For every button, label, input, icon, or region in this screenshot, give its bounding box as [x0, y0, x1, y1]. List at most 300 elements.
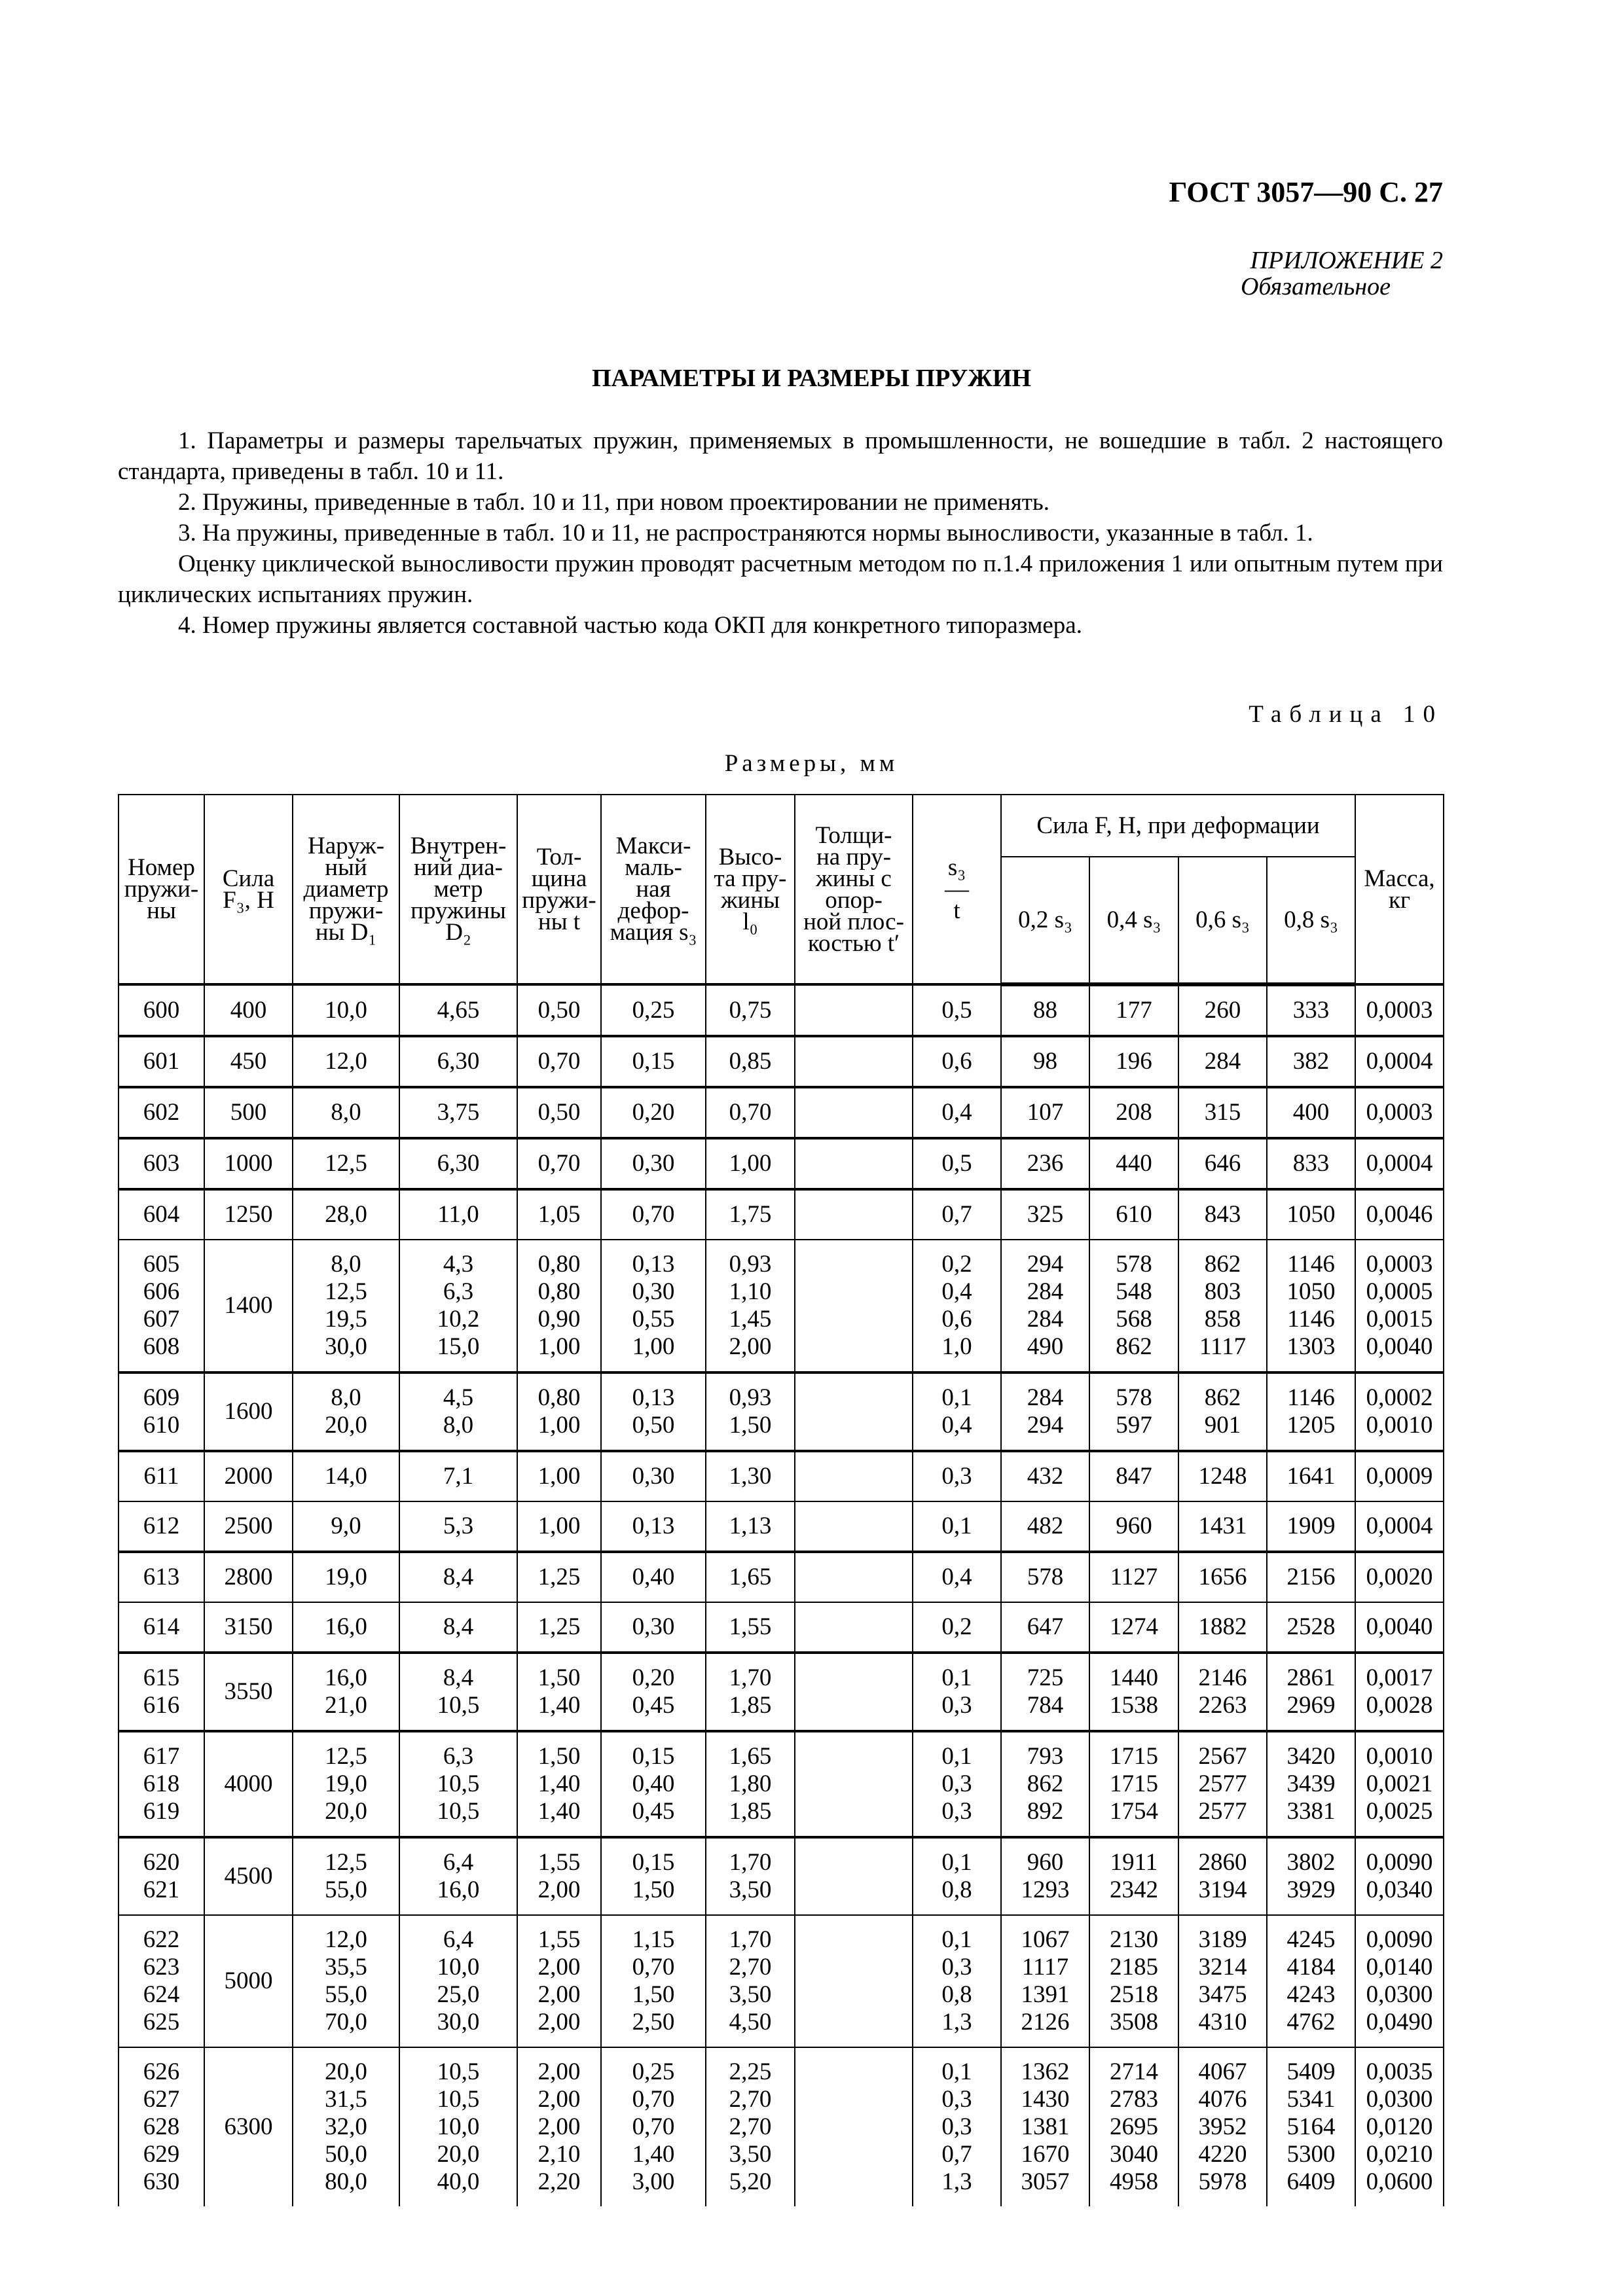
cell-value [795, 2113, 912, 2141]
cell-mass [1355, 2047, 1444, 2206]
cell-f06 [1178, 1731, 1267, 1837]
col-max-deformation: Макси- маль- ная дефор- мация s₃ [601, 795, 706, 984]
cell-f02 [1001, 1602, 1089, 1653]
paragraph: 2. Пружины, приведенные в табл. 10 и 11, при новом проектировании не применять. [178, 489, 1050, 516]
cell-value: 803 [1204, 1278, 1241, 1305]
cell-max-deformation [601, 1138, 706, 1189]
cell-max-deformation [601, 2047, 706, 2206]
cell-value: 3,50 [729, 1876, 772, 1903]
cell-thickness [517, 1189, 601, 1240]
cell-value: 4762 [1286, 2009, 1336, 2036]
cell-f04 [1089, 1087, 1178, 1138]
cell-thickness [517, 1451, 601, 1501]
cell-value: 2263 [1198, 1692, 1247, 1719]
cell-thickness [517, 1602, 601, 1653]
cell-value: 0,70 [632, 2086, 675, 2113]
cell-value: 1,30 [729, 1463, 772, 1490]
cell-value: 1,50 [632, 1981, 675, 2008]
cell-ratio [913, 1552, 1001, 1602]
cell-thickness-bearing [795, 2047, 913, 2206]
cell-value: 2861 [1286, 1664, 1336, 1691]
cell-force: 2800 [204, 1552, 293, 1602]
cell-f08 [1267, 1036, 1355, 1087]
cell-value: 0,25 [632, 2058, 675, 2085]
cell-value: 440 [1116, 1150, 1152, 1177]
cell-value: 0,70 [729, 1099, 772, 1126]
cell-value: 0,30 [632, 1150, 675, 1177]
cell-mass [1355, 1240, 1444, 1372]
cell-outer-diameter [293, 1451, 399, 1501]
cell-value: 1,10 [729, 1278, 772, 1305]
cell-height [706, 1036, 795, 1087]
cell-value: 0,0010 [1366, 1412, 1433, 1439]
cell-value: 578 [1116, 1384, 1152, 1411]
cell-value [795, 2058, 912, 2086]
cell-value: 1362 [1021, 2058, 1070, 2085]
cell-value: 0,75 [729, 996, 772, 1024]
cell-value: 3189 [1198, 1926, 1247, 1953]
cell-max-deformation [601, 1915, 706, 2047]
cell-value: 0,8 [941, 1876, 972, 1903]
cell-value: 600 [143, 996, 180, 1024]
cell-value: 1,40 [538, 1798, 581, 1825]
cell-value: 6,30 [437, 1150, 480, 1177]
cell-value: 16,0 [325, 1613, 367, 1640]
cell-value: 1,45 [729, 1306, 772, 1333]
cell-number [119, 1189, 204, 1240]
cell-value: 0,15 [632, 1048, 675, 1075]
cell-value: 3040 [1110, 2141, 1158, 2168]
cell-value: 629 [143, 2141, 180, 2168]
cell-value: 4220 [1198, 2141, 1247, 2168]
cell-thickness [517, 1087, 601, 1138]
col-thickness: Тол- щина пружи- ны t [517, 795, 601, 984]
cell-thickness [517, 1653, 601, 1731]
cell-value: 1303 [1286, 1333, 1336, 1360]
cell-f08 [1267, 1731, 1355, 1837]
cell-value: 0,0210 [1366, 2141, 1433, 2168]
cell-f08 [1267, 984, 1355, 1036]
cell-value: 0,1 [941, 1513, 972, 1539]
cell-value: 1146 [1287, 1306, 1335, 1333]
cell-value: 3439 [1286, 1770, 1336, 1797]
cell-value: 315 [1204, 1099, 1241, 1126]
cell-value: 3475 [1198, 1981, 1247, 2008]
cell-value: 0,15 [632, 1849, 675, 1876]
cell-max-deformation [601, 1372, 706, 1451]
cell-value: 0,13 [632, 1384, 675, 1411]
cell-value: 25,0 [437, 1981, 480, 2008]
cell-value: 0,0120 [1366, 2113, 1433, 2140]
table-row-group [119, 1552, 1444, 1602]
cell-thickness-bearing [795, 1189, 913, 1240]
cell-thickness-bearing [795, 1372, 913, 1451]
cell-f02 [1001, 1138, 1089, 1189]
cell-f08 [1267, 1915, 1355, 2047]
cell-f02 [1001, 984, 1089, 1036]
cell-value: 4184 [1286, 1954, 1336, 1981]
cell-value: 630 [143, 2168, 180, 2195]
cell-value: 602 [143, 1099, 180, 1126]
cell-force: 4500 [204, 1837, 293, 1915]
cell-value: 8,4 [443, 1664, 474, 1691]
cell-f02 [1001, 1451, 1089, 1501]
cell-value: 0,8 [941, 1981, 972, 2008]
cell-mass [1355, 1087, 1444, 1138]
cell-value: 608 [143, 1333, 180, 1360]
cell-value: 6409 [1286, 2168, 1336, 2195]
cell-value: 0,5 [941, 996, 972, 1024]
cell-thickness [517, 2047, 601, 2206]
cell-inner-diameter [399, 1189, 517, 1240]
cell-f02 [1001, 1552, 1089, 1602]
cell-value: 12,5 [325, 1278, 367, 1305]
cell-inner-diameter [399, 1602, 517, 1653]
table-row-group [119, 1501, 1444, 1552]
cell-value: 0,0004 [1366, 1150, 1433, 1177]
cell-value [795, 997, 912, 1024]
cell-value: 20,0 [325, 1798, 367, 1825]
paragraph: 1. Параметры и размеры тарельчатых пружин, применяемых в промышленности, не вошедшие в табл. 2 настоящего стандарта, приведены в табл. 10 и 11. [118, 427, 1443, 485]
cell-f06 [1178, 1501, 1267, 1552]
cell-value: 0,93 [729, 1251, 772, 1278]
cell-value: 1,55 [538, 1849, 581, 1876]
cell-value: 847 [1116, 1463, 1152, 1490]
cell-value [795, 1613, 912, 1641]
cell-value: 0,0020 [1366, 1564, 1433, 1590]
cell-value: 610 [1116, 1201, 1152, 1228]
cell-f04 [1089, 1837, 1178, 1915]
cell-value: 0,1 [941, 1664, 972, 1691]
cell-value: 1,00 [538, 1463, 581, 1490]
cell-value: 3,75 [437, 1099, 480, 1126]
cell-value: 8,0 [331, 1099, 361, 1126]
cell-inner-diameter [399, 2047, 517, 2206]
cell-inner-diameter [399, 984, 517, 1036]
cell-value: 548 [1116, 1278, 1152, 1305]
cell-value: 0,0490 [1366, 2009, 1433, 2036]
cell-thickness [517, 1138, 601, 1189]
cell-value: 0,0300 [1366, 1981, 1433, 2008]
cell-value: 0,1 [941, 1926, 972, 1953]
cell-value: 0,0090 [1366, 1926, 1433, 1953]
cell-mass [1355, 1653, 1444, 1731]
cell-value: 236 [1027, 1150, 1064, 1177]
cell-height [706, 1240, 795, 1372]
cell-value: 0,15 [632, 1743, 675, 1770]
cell-value: 1,70 [729, 1926, 772, 1953]
cell-value: 5978 [1198, 2168, 1247, 2195]
cell-value: 617 [143, 1743, 180, 1770]
cell-value: 568 [1116, 1306, 1152, 1333]
cell-inner-diameter [399, 1552, 517, 1602]
cell-value: 5341 [1286, 2086, 1336, 2113]
cell-value: 901 [1204, 1412, 1241, 1439]
cell-ratio [913, 1189, 1001, 1240]
cell-thickness-bearing [795, 1653, 913, 1731]
cell-value: 6,4 [443, 1849, 474, 1876]
cell-thickness-bearing [795, 1501, 913, 1552]
cell-value: 10,2 [437, 1306, 480, 1333]
cell-thickness [517, 1501, 601, 1552]
cell-value: 0,50 [632, 1412, 675, 1439]
cell-outer-diameter [293, 1501, 399, 1552]
cell-f04 [1089, 1501, 1178, 1552]
cell-force: 4000 [204, 1731, 293, 1837]
cell-value: 0,0300 [1366, 2086, 1433, 2113]
cell-value: 1,15 [632, 1926, 675, 1953]
cell-value: 4958 [1110, 2168, 1158, 2195]
cell-value: 14,0 [325, 1463, 367, 1490]
cell-value: 1248 [1198, 1463, 1247, 1490]
cell-inner-diameter [399, 1501, 517, 1552]
cell-f04 [1089, 1189, 1178, 1240]
cell-max-deformation [601, 1087, 706, 1138]
cell-value: 6,4 [443, 1926, 474, 1953]
cell-f06 [1178, 1602, 1267, 1653]
cell-value [795, 1849, 912, 1876]
cell-value: 862 [1204, 1251, 1241, 1278]
cell-f04 [1089, 1240, 1178, 1372]
cell-inner-diameter [399, 1837, 517, 1915]
cell-f06 [1178, 1189, 1267, 1240]
cell-value: 3194 [1198, 1876, 1247, 1903]
cell-f08 [1267, 1602, 1355, 1653]
cell-f06 [1178, 984, 1267, 1036]
cell-f04 [1089, 2047, 1178, 2206]
cell-outer-diameter [293, 984, 399, 1036]
cell-value: 628 [143, 2113, 180, 2140]
cell-force: 500 [204, 1087, 293, 1138]
cell-value: 2860 [1198, 1849, 1247, 1876]
cell-number [119, 2047, 204, 2206]
cell-value: 0,13 [632, 1513, 675, 1539]
cell-value: 10,5 [437, 1770, 480, 1797]
cell-value: 624 [143, 1981, 180, 2008]
cell-number [119, 1036, 204, 1087]
cell-ratio [913, 984, 1001, 1036]
cell-value: 4243 [1286, 1981, 1336, 2008]
cell-mass [1355, 1036, 1444, 1087]
cell-thickness [517, 1372, 601, 1451]
cell-value: 597 [1116, 1412, 1152, 1439]
cell-value: 609 [143, 1384, 180, 1411]
appendix-title: ПРИЛОЖЕНИЕ 2 [1250, 247, 1443, 274]
cell-max-deformation [601, 1189, 706, 1240]
cell-value: 0,40 [632, 1770, 675, 1797]
cell-force: 5000 [204, 1915, 293, 2047]
cell-value: 1715 [1110, 1770, 1158, 1797]
cell-height [706, 1372, 795, 1451]
cell-value: 1656 [1198, 1564, 1247, 1590]
cell-value: 0,90 [538, 1306, 581, 1333]
cell-number [119, 1837, 204, 1915]
table-caption: Таблица 10 [1249, 701, 1443, 728]
cell-height [706, 1552, 795, 1602]
cell-thickness-bearing [795, 984, 913, 1036]
cell-value: 793 [1027, 1743, 1064, 1770]
cell-value: 1,00 [729, 1150, 772, 1177]
cell-value: 6,3 [443, 1743, 474, 1770]
cell-value: 0,1 [941, 2058, 972, 2085]
cell-value: 400 [1292, 1099, 1330, 1126]
cell-value: 28,0 [325, 1201, 367, 1228]
cell-value [795, 1926, 912, 1954]
cell-value: 1,13 [729, 1513, 772, 1539]
cell-value [795, 2009, 912, 2036]
cell-value: 0,70 [632, 1954, 675, 1981]
table-row-group [119, 1138, 1444, 1189]
cell-value: 10,0 [325, 996, 367, 1024]
cell-value: 1,50 [538, 1664, 581, 1691]
table-row-group [119, 2047, 1444, 2206]
cell-height [706, 1837, 795, 1915]
cell-value: 1,75 [729, 1201, 772, 1228]
cell-value: 0,20 [632, 1099, 675, 1126]
cell-value: 0,80 [538, 1251, 581, 1278]
cell-value: 333 [1292, 997, 1330, 1024]
cell-ratio [913, 1653, 1001, 1731]
cell-value: 1909 [1286, 1513, 1336, 1539]
cell-value: 20,0 [325, 1412, 367, 1439]
cell-value: 725 [1027, 1664, 1064, 1691]
cell-value: 0,0028 [1366, 1692, 1433, 1719]
cell-number [119, 1501, 204, 1552]
cell-value: 3802 [1286, 1849, 1336, 1876]
table-row-group [119, 1036, 1444, 1087]
cell-thickness [517, 1240, 601, 1372]
cell-mass [1355, 984, 1444, 1036]
cell-f02 [1001, 1036, 1089, 1087]
cell-value: 0,6 [941, 1048, 972, 1075]
cell-value: 0,50 [538, 1099, 581, 1126]
cell-f02 [1001, 1915, 1089, 2047]
cell-value: 2,00 [538, 1981, 581, 2008]
cell-outer-diameter [293, 1138, 399, 1189]
cell-value: 0,0003 [1366, 1099, 1433, 1126]
cell-value: 482 [1027, 1513, 1064, 1539]
cell-f06 [1178, 1036, 1267, 1087]
cell-value: 611 [143, 1463, 179, 1490]
cell-outer-diameter [293, 1372, 399, 1451]
cell-force: 1000 [204, 1138, 293, 1189]
cell-value: 4245 [1286, 1926, 1336, 1953]
cell-ratio [913, 1087, 1001, 1138]
cell-value: 646 [1204, 1150, 1241, 1177]
cell-value: 1754 [1110, 1798, 1158, 1825]
cell-f08 [1267, 1138, 1355, 1189]
cell-value: 10,5 [437, 2086, 480, 2113]
cell-thickness [517, 1837, 601, 1915]
cell-value: 0,6 [941, 1306, 972, 1333]
cell-ratio [913, 1837, 1001, 1915]
cell-value: 578 [1116, 1251, 1152, 1278]
cell-number [119, 1451, 204, 1501]
cell-value: 19,5 [325, 1306, 367, 1333]
col-thickness-bearing: Толщи- на пру- жины с опор- ной плос- костью t′ [795, 795, 913, 984]
cell-value: 862 [1116, 1333, 1152, 1360]
cell-f04 [1089, 1372, 1178, 1451]
cell-f06 [1178, 1240, 1267, 1372]
cell-thickness-bearing [795, 1602, 913, 1653]
cell-value: 1050 [1286, 1278, 1336, 1305]
cell-value: 1431 [1198, 1513, 1247, 1539]
cell-value: 1,40 [538, 1692, 581, 1719]
cell-f02 [1001, 1087, 1089, 1138]
cell-value: 2695 [1110, 2113, 1158, 2140]
cell-mass [1355, 1602, 1444, 1653]
cell-inner-diameter [399, 1915, 517, 2047]
cell-value: 16,0 [325, 1664, 367, 1691]
cell-f08 [1267, 1087, 1355, 1138]
cell-value: 0,70 [632, 1201, 675, 1228]
cell-value: 2126 [1021, 2009, 1070, 2036]
cell-value: 0,0021 [1366, 1770, 1433, 1797]
cell-height [706, 1138, 795, 1189]
cell-value: 627 [143, 2086, 180, 2113]
cell-value: 0,0040 [1366, 1333, 1433, 1360]
cell-ratio [913, 1036, 1001, 1087]
cell-number [119, 1372, 204, 1451]
cell-value: 0,2 [941, 1613, 972, 1640]
cell-f08 [1267, 2047, 1355, 2206]
cell-value: 1050 [1286, 1201, 1336, 1228]
cell-value: 1,40 [538, 1770, 581, 1797]
cell-max-deformation [601, 1602, 706, 1653]
cell-value: 0,80 [538, 1278, 581, 1305]
cell-value: 1641 [1286, 1463, 1336, 1490]
cell-value: 3381 [1286, 1798, 1336, 1825]
cell-f04 [1089, 1036, 1178, 1087]
cell-f06 [1178, 1372, 1267, 1451]
cell-force: 6300 [204, 2047, 293, 2206]
cell-value: 1,05 [538, 1201, 581, 1228]
cell-value: 2,00 [538, 2058, 581, 2085]
cell-thickness-bearing [795, 1451, 913, 1501]
cell-outer-diameter [293, 1189, 399, 1240]
appendix-label [1241, 247, 1443, 300]
cell-value: 862 [1027, 1770, 1064, 1797]
table-units: Размеры, мм [724, 750, 899, 777]
cell-force: 1250 [204, 1189, 293, 1240]
cell-value: 605 [143, 1251, 180, 1278]
cell-value [795, 1770, 912, 1798]
cell-value: 4,65 [437, 996, 480, 1024]
col-outer-diameter: Наруж- ный диаметр пружи- ны D₁ [293, 795, 399, 984]
cell-value: 0,0017 [1366, 1664, 1433, 1691]
cell-max-deformation [601, 1552, 706, 1602]
cell-value: 19,0 [325, 1770, 367, 1797]
cell-f08 [1267, 1501, 1355, 1552]
cell-value: 1391 [1021, 1981, 1070, 2008]
cell-value: 0,93 [729, 1384, 772, 1411]
cell-thickness-bearing [795, 1087, 913, 1138]
table-row-group [119, 1451, 1444, 1501]
cell-value: 0,3 [941, 2086, 972, 2113]
cell-force: 2500 [204, 1501, 293, 1552]
cell-f06 [1178, 1653, 1267, 1731]
cell-value: 892 [1027, 1798, 1064, 1825]
col-number: Номер пружи- ны [119, 795, 204, 984]
cell-value: 1430 [1021, 2086, 1070, 2113]
cell-ratio [913, 1240, 1001, 1372]
cell-value [795, 1513, 912, 1540]
cell-value: 3952 [1198, 2113, 1247, 2140]
cell-inner-diameter [399, 1372, 517, 1451]
cell-value: 8,0 [331, 1251, 361, 1278]
cell-value: 0,0046 [1366, 1201, 1433, 1228]
cell-mass [1355, 1189, 1444, 1240]
